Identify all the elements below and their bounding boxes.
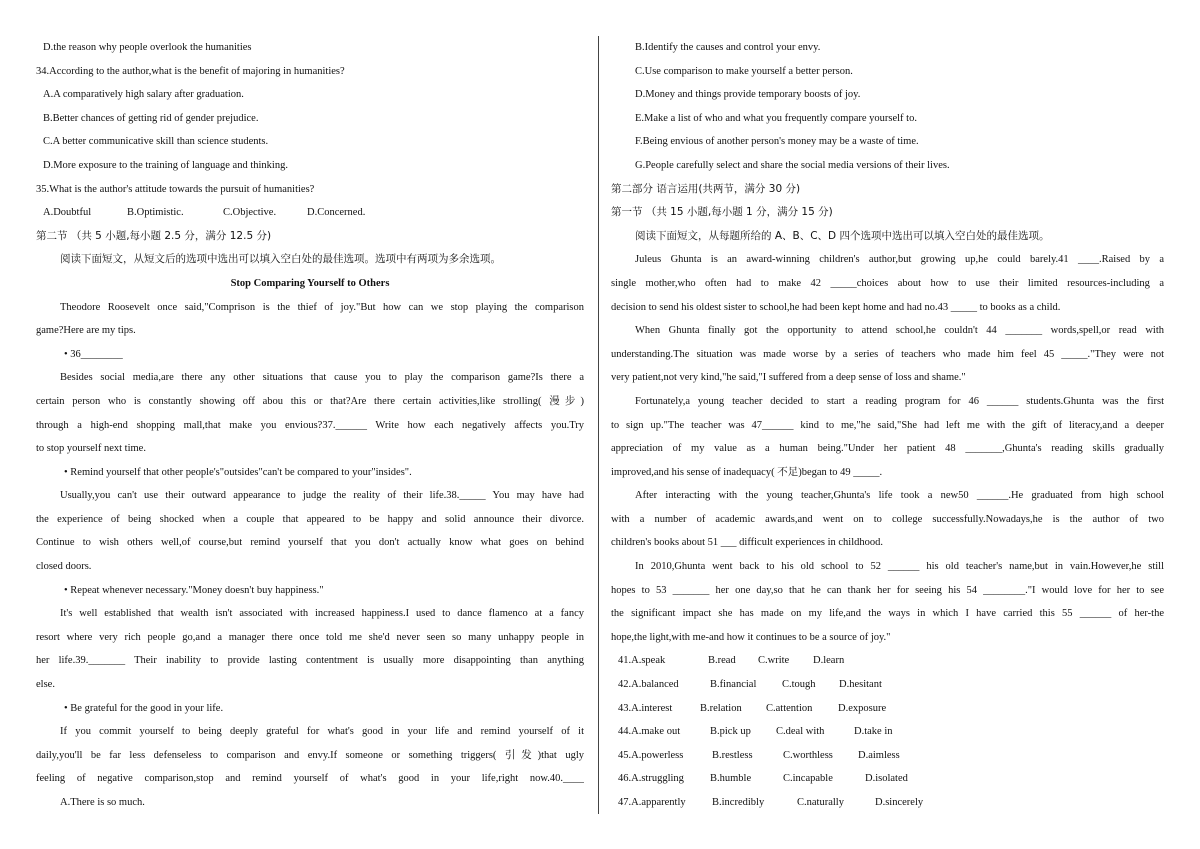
- text-line: B.Identify the causes and control your envy.: [635, 42, 821, 53]
- text-line: 阅读下面短文，从每题所给的 A、B、C、D 四个选项中选出可以填入空白处的最佳选项。: [635, 229, 1050, 242]
- text-line: closed doors.: [36, 561, 92, 573]
- text-line: 第二部分 语言运用(共两节，满分 30 分): [611, 182, 801, 195]
- text-line: resort where very rich people go,and a manager there once told me she'd never seen so many unhappy people in: [36, 631, 584, 643]
- text-line: understanding.The situation was made worse by a series of teachers who made him feel 45 _____."They were not: [611, 348, 1164, 360]
- option-row: [611, 720, 1164, 744]
- option-row: [611, 649, 1164, 673]
- option-text: 46.A.struggling: [618, 773, 684, 785]
- text-line: the significant impact she has made on my life,and the ways in which I have carried this 55 ______ of her-the: [611, 608, 1164, 620]
- option-text: C.incapable: [783, 773, 833, 785]
- text-line: appreciation of my value as a human being."Under her patient 48 _______,Ghunta's reading skills gradually: [611, 443, 1164, 455]
- text-line: the experience of being shocked when a couple that appeared to be happy and solid announce their divorce.: [36, 513, 584, 525]
- option-text: D.learn: [813, 655, 845, 667]
- text-line: Stop Comparing Yourself to Others: [230, 277, 390, 289]
- text-line: 第二节 （共 5 小题,每小题 2.5 分，满分 12.5 分): [36, 229, 272, 242]
- option-text: B.financial: [710, 679, 757, 691]
- option-text: D.hesitant: [839, 679, 882, 691]
- option-text: B.incredibly: [712, 797, 765, 808]
- text-line: to sign up."The teacher was 47______ kind to me,"he said,"She had left me with the gift of literacy,and a deeper: [611, 419, 1164, 431]
- text-line: to stop yourself next time.: [36, 443, 146, 455]
- text-line: feeling of negative comparison,stop and remind yourself of what's good in your life,right now.40.____: [36, 773, 584, 785]
- text-line: Continue to wish others well,of course,but remind yourself that you don't actually know what goes on behind: [36, 537, 584, 549]
- option-text: C.naturally: [797, 797, 844, 808]
- text-line: • Remind yourself that other people's"outsides"can't be compared to your"insides".: [64, 466, 412, 478]
- text-line: D.the reason why people overlook the humanities: [43, 42, 252, 53]
- option-row: [611, 697, 1164, 721]
- option-row: [611, 744, 1164, 768]
- text-line: • Repeat whenever necessary."Money doesn't buy happiness.": [64, 584, 324, 596]
- column-divider: [598, 36, 599, 814]
- text-line: else.: [36, 679, 55, 691]
- text-line: Besides social media,are there any other situations that cause you to play the comparison game?Is there a: [60, 372, 584, 384]
- option-row: [611, 767, 1164, 791]
- text-line: daily,you'll be far less defenseless to comparison and envy.If someone or something triggers( 引发)that ugly: [36, 749, 584, 761]
- text-line: game?Here are my tips.: [36, 325, 136, 337]
- option-text: B.read: [708, 655, 736, 667]
- option-row: [611, 791, 1164, 815]
- option-text: C.tough: [782, 679, 816, 691]
- option-text: D.take in: [854, 726, 893, 738]
- text-line: 34.According to the author,what is the benefit of majoring in humanities?: [36, 65, 345, 77]
- text-line: with a number of academic awards,and went on to college successfully.Nowadays,he is the author of two: [611, 513, 1164, 525]
- text-line: decision to send his oldest sister to school,he had been kept home and had no.43 _____ to books as a child.: [611, 301, 1061, 313]
- text-line: In 2010,Ghunta went back to his old school to 52 ______ his old teacher's name,but in vain.However,he still: [635, 561, 1164, 573]
- text-line: children's books about 51 ___ difficult experiences in childhood.: [611, 537, 884, 549]
- text-line: very patient,not very kind,"he said,"I suffered from a deep sense of loss and shame.": [611, 372, 966, 384]
- text-line: F.Being envious of another person's money may be a waste of time.: [635, 136, 919, 148]
- option-text: C.write: [758, 655, 790, 667]
- text-line: When Ghunta finally got the opportunity to attend school,he couldn't 44 _______ words,spell,or read with: [635, 325, 1164, 337]
- option-text: D.isolated: [865, 773, 908, 785]
- option-text: 41.A.speak: [618, 655, 666, 667]
- text-line: hope,the light,with me-and how it continues to be a source of joy.": [611, 631, 891, 643]
- option-text: C.attention: [766, 702, 813, 714]
- option-text: C.deal with: [776, 726, 825, 738]
- left-column: [36, 36, 584, 815]
- text-line: her life.39._______ Their inability to provide lasting contentment is usually more disappointing than anything: [36, 655, 584, 667]
- text-line: improved,and his sense of inadequacy( 不足)began to 49 _____.: [611, 466, 883, 478]
- text-line: After interacting with the young teacher,Ghunta's life took a new50 ______.He graduated from high school: [635, 490, 1164, 502]
- text-line: Usually,you can't use their outward appearance to judge the reality of their life.38._____ You may have had: [60, 490, 584, 502]
- text-line: G.People carefully select and share the social media versions of their lives.: [635, 159, 950, 171]
- option-text: A.Doubtful: [43, 207, 92, 219]
- right-column: [611, 36, 1164, 815]
- option-text: B.restless: [712, 749, 753, 761]
- option-text: B.pick up: [710, 726, 751, 738]
- option-text: 42.A.balanced: [618, 679, 679, 691]
- option-text: C.worthless: [783, 749, 833, 761]
- text-line: single mother,who often had to make 42 _____choices about how to use their limited resources-including a: [611, 277, 1164, 289]
- text-line: Fortunately,a young teacher decided to start a reading program for 46 ______ students.Ghunta was the first: [635, 395, 1164, 407]
- option-text: 44.A.make out: [618, 726, 681, 738]
- text-line: • 36________: [64, 348, 123, 360]
- option-text: D.aimless: [858, 749, 900, 761]
- text-line: E.Make a list of who and what you frequently compare yourself to.: [635, 112, 917, 124]
- option-row: [36, 201, 584, 225]
- text-line: It's well established that wealth isn't associated with increased happiness.I used to dance flamenco at a fancy: [60, 608, 584, 620]
- text-line: 阅读下面短文，从短文后的选项中选出可以填入空白处的最佳选项。选项中有两项为多余选项。: [60, 253, 501, 266]
- option-text: D.Concerned.: [307, 207, 366, 219]
- text-line: Theodore Roosevelt once said,"Comprison is the thief of joy."But how can we stop playing the comparison: [60, 301, 584, 313]
- text-line: B.Better chances of getting rid of gender prejudice.: [43, 112, 259, 124]
- option-text: 43.A.interest: [618, 702, 673, 714]
- text-line: • Be grateful for the good in your life.: [64, 702, 224, 714]
- text-line: D.More exposure to the training of language and thinking.: [43, 159, 288, 171]
- text-line: If you commit yourself to being deeply grateful for what's good in your life and remind yourself of it: [60, 726, 584, 738]
- text-line: 第一节 （共 15 小题,每小题 1 分，满分 15 分): [611, 206, 833, 219]
- text-line: A.There is so much.: [60, 797, 145, 808]
- option-text: B.Optimistic.: [127, 207, 184, 219]
- text-line: hopes to 53 _______ her one day,so that he can thank her for seeing his 54 ________."I would love for her to see: [611, 584, 1164, 596]
- text-line: C.Use comparison to make yourself a better person.: [635, 65, 853, 77]
- option-text: B.humble: [710, 773, 752, 785]
- text-line: A.A comparatively high salary after graduation.: [43, 89, 244, 101]
- option-row: [611, 673, 1164, 697]
- option-text: 47.A.apparently: [618, 797, 686, 808]
- option-text: C.Objective.: [223, 207, 277, 219]
- text-line: D.Money and things provide temporary boosts of joy.: [635, 89, 861, 101]
- option-text: 45.A.powerless: [618, 749, 684, 761]
- option-text: D.sincerely: [875, 797, 924, 808]
- option-text: D.exposure: [838, 702, 887, 714]
- text-line: 35.What is the author's attitude towards the pursuit of humanities?: [36, 183, 315, 195]
- text-line: through a high-end shopping mall,that make you envious?37.______ Write how each negatively affects you.Try: [36, 419, 584, 431]
- text-line: C.A better communicative skill than science students.: [43, 136, 269, 148]
- option-text: B.relation: [700, 702, 742, 714]
- text-line: Juleus Ghunta is an award-winning children's author,but growing up,he could barely.41 ____.Raised by a: [635, 254, 1164, 266]
- text-line: certain person who is constantly showing off abou this or that?Are there certain activities,like strolling( 漫步): [36, 395, 584, 407]
